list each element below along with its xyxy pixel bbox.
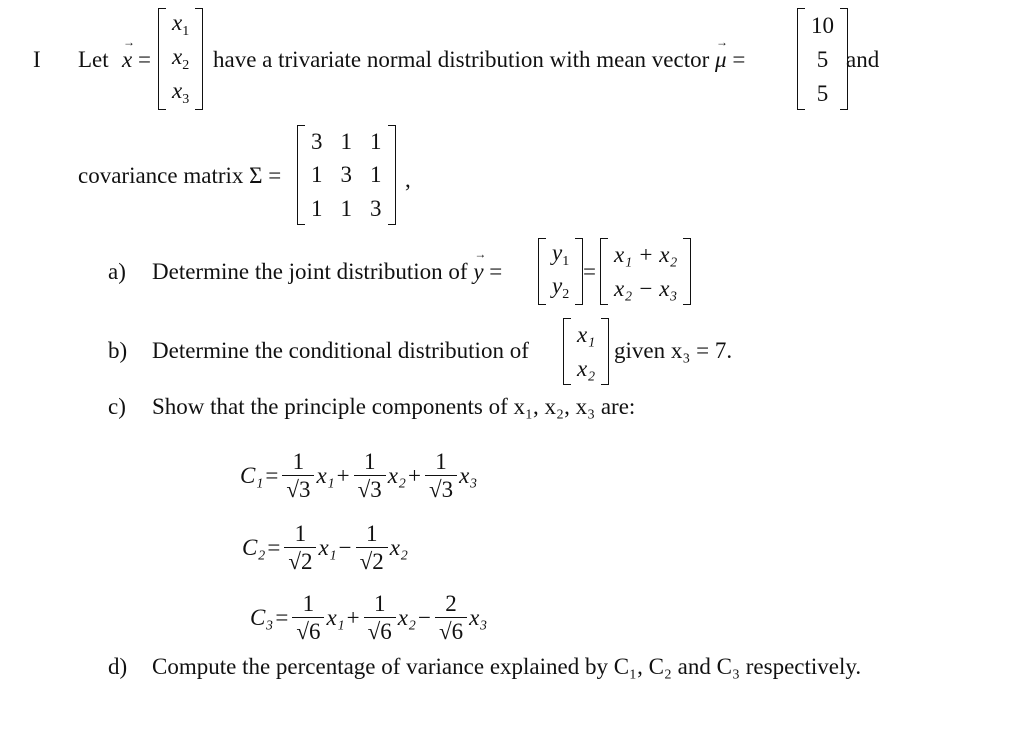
problem-number: I xyxy=(33,47,41,72)
x-vector-matrix: $x_1$ $x_2$ $x_3$ xyxy=(158,8,203,110)
part-b-text: Determine the conditional distribution of xyxy=(152,338,529,363)
component-c1-equation: C₁ = $\frac{1}{√3}$ x₁ + $\frac{1}{√3}$ x₂ + $\frac{1}{√3}$ x₃ xyxy=(240,449,478,502)
given-text: given x₃ = 7. xyxy=(614,338,733,363)
component-c3-equation: C₃ = $\frac{1}{√6}$ x₁ + $\frac{1}{√6}$ x₂ − $\frac{2}{√6}$ x₃ xyxy=(250,591,488,644)
mean-vector-matrix: 10 5 5 xyxy=(797,8,848,110)
part-c-label: c) xyxy=(108,394,126,419)
equals-sign: = xyxy=(583,259,596,284)
part-d-label: d) xyxy=(108,654,128,679)
x-vector-symbol: → x = xyxy=(122,48,151,71)
conditional-vector-matrix: x₁ x₂ xyxy=(563,318,609,385)
component-c2-equation: C₂ = $\frac{1}{√2}$ x₁ − $\frac{1}{√2}$ x₂ xyxy=(242,521,408,574)
y-vector-matrix: $y_1$ $y_2$ xyxy=(538,238,583,305)
part-b-label: b) xyxy=(108,338,128,363)
y-definition-matrix: x₁ + x₂ x₂ − x₃ xyxy=(600,238,691,305)
part-d-text: Compute the percentage of variance explained by C₁, C₂ and C₃ respectively. xyxy=(152,654,862,679)
and-text: and xyxy=(846,47,880,72)
intro-text: have a trivariate normal distribution with mean vector → μ = xyxy=(213,48,745,71)
covariance-label: covariance matrix Σ = xyxy=(78,163,282,188)
let-text: Let xyxy=(78,47,109,72)
part-a-label: a) xyxy=(108,259,126,284)
comma: , xyxy=(405,167,411,192)
part-a-text: Determine the joint distribution of → y = xyxy=(152,260,502,283)
covariance-matrix: 3 1 1 1 3 1 1 1 3 xyxy=(297,125,396,225)
part-c-text: Show that the principle components of x₁, x₂, x₃ are: xyxy=(152,394,636,419)
